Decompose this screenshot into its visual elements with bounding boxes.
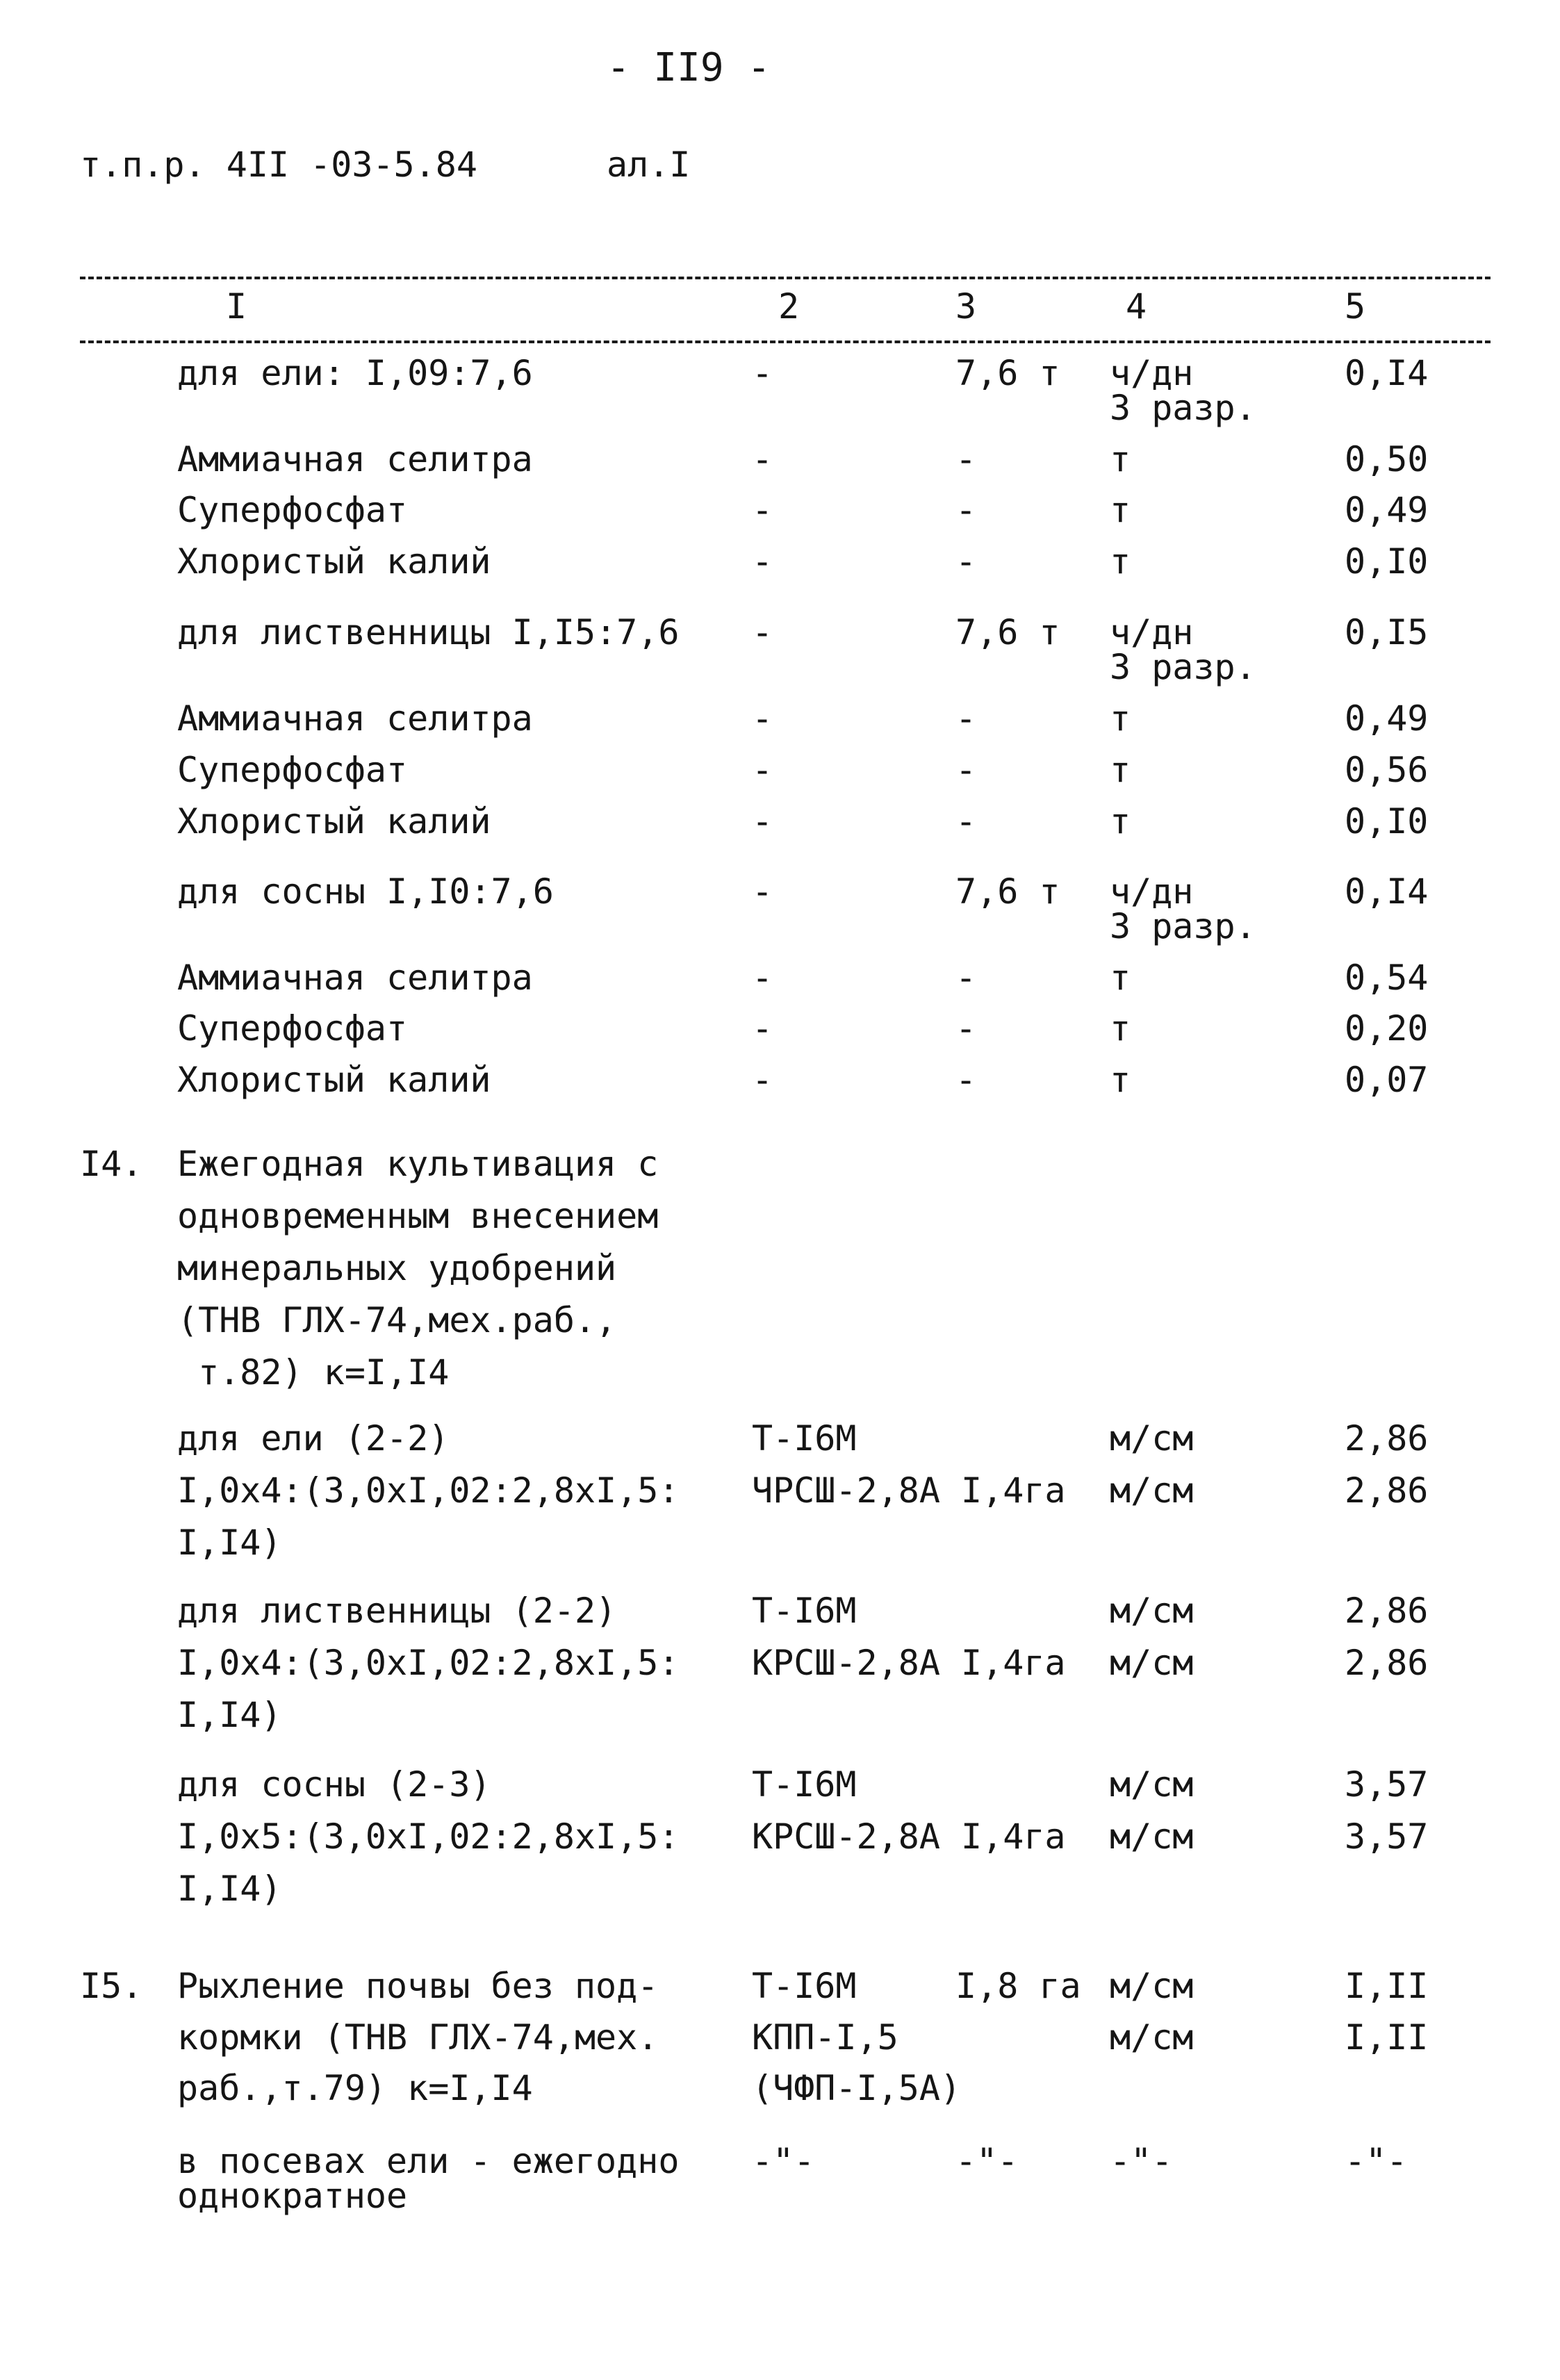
unit-cell: м/см: [1110, 1643, 1194, 1683]
unit-cell: м/см: [1110, 1816, 1194, 1857]
machine-cell: -: [752, 750, 773, 790]
machine-cell: -: [752, 439, 773, 479]
table-top-rule: [80, 277, 1491, 279]
unit-cell: м/см: [1110, 1764, 1194, 1805]
machine-cell: КРСШ-2,8А I,4га: [752, 1643, 1066, 1683]
value-cell: 0,I0: [1345, 541, 1429, 582]
machine-cell: -: [752, 958, 773, 998]
unit-cell: м/см: [1110, 1591, 1194, 1631]
operation-cell: для ели: I,09:7,6: [177, 353, 533, 393]
operation-cell: I,I4): [177, 1695, 282, 1735]
volume-cell: -"-: [955, 2141, 1019, 2181]
value-cell: 2,86: [1345, 1591, 1429, 1631]
value-cell: 0,49: [1345, 698, 1429, 739]
machine-cell: -: [752, 871, 773, 912]
operation-cell: (ТНВ ГЛХ-74,мех.раб.,: [177, 1300, 617, 1340]
volume-cell: -: [955, 1008, 977, 1049]
operation-cell: кормки (ТНВ ГЛХ-74,мех.: [177, 2017, 659, 2058]
operation-cell: однократное: [177, 2176, 408, 2216]
item-number: I5.: [80, 1966, 143, 2006]
operation-cell: Хлористый калий: [177, 801, 491, 842]
volume-cell: -: [955, 490, 977, 530]
operation-cell: т.82) к=I,I4: [177, 1352, 450, 1393]
column-header-5: 5: [1345, 286, 1366, 327]
page-number: - II9 -: [607, 45, 771, 90]
operation-cell: Рыхление почвы без под-: [177, 1966, 659, 2006]
unit-cell: т: [1110, 801, 1131, 842]
unit-cell: ч/дн: [1110, 353, 1194, 393]
operation-cell: Суперфосфат: [177, 750, 408, 790]
unit-cell: ч/дн: [1110, 871, 1194, 912]
machine-cell: -: [752, 612, 773, 653]
operation-cell: для лиственницы I,I5:7,6: [177, 612, 680, 653]
operation-cell: минеральных удобрений: [177, 1248, 617, 1288]
operation-cell: Аммиачная селитра: [177, 958, 533, 998]
operation-cell: для сосны (2-3): [177, 1764, 491, 1805]
value-cell: 2,86: [1345, 1470, 1429, 1511]
document-reference: т.п.р. 4II -03-5.84: [80, 145, 477, 185]
operation-cell: одновременным внесением: [177, 1196, 659, 1236]
machine-cell: Т-I6М: [752, 1591, 857, 1631]
machine-cell: КРСШ-2,8А I,4га: [752, 1816, 1066, 1857]
operation-cell: I,I4): [177, 1523, 282, 1563]
volume-cell: -: [955, 541, 977, 582]
operation-cell: I,0х4:(3,0хI,02:2,8хI,5:: [177, 1643, 680, 1683]
machine-cell: КПП-I,5: [752, 2017, 898, 2058]
operation-cell: Аммиачная селитра: [177, 698, 533, 739]
value-cell: 3,57: [1345, 1764, 1429, 1805]
value-cell: 0,07: [1345, 1060, 1429, 1100]
operation-cell: для ели (2-2): [177, 1418, 450, 1459]
item-number: I4.: [80, 1144, 143, 1184]
header-bottom-rule: [80, 340, 1491, 343]
value-cell: 0,I5: [1345, 612, 1429, 653]
value-cell: 0,I4: [1345, 871, 1429, 912]
volume-cell: -: [955, 750, 977, 790]
unit-cell: т: [1110, 958, 1131, 998]
volume-cell: -: [955, 439, 977, 479]
unit-cell: т: [1110, 439, 1131, 479]
operation-cell: Хлористый калий: [177, 541, 491, 582]
unit-cell: 3 разр.: [1110, 647, 1256, 687]
operation-cell: Суперфосфат: [177, 1008, 408, 1049]
value-cell: 0,50: [1345, 439, 1429, 479]
unit-cell: м/см: [1110, 1966, 1194, 2006]
value-cell: 0,54: [1345, 958, 1429, 998]
machine-cell: Т-I6М: [752, 1966, 857, 2006]
machine-cell: -: [752, 698, 773, 739]
operation-cell: Суперфосфат: [177, 490, 408, 530]
operation-cell: в посевах ели - ежегодно: [177, 2141, 680, 2181]
volume-cell: I,8 га: [955, 1966, 1081, 2006]
value-cell: I,II: [1345, 2017, 1429, 2058]
unit-cell: 3 разр.: [1110, 906, 1256, 946]
operation-cell: для лиственницы (2-2): [177, 1591, 617, 1631]
unit-cell: м/см: [1110, 2017, 1194, 2058]
sheet-label: ал.I: [607, 145, 691, 185]
operation-cell: Аммиачная селитра: [177, 439, 533, 479]
machine-cell: (ЧФП-I,5А): [752, 2068, 962, 2108]
value-cell: 0,56: [1345, 750, 1429, 790]
value-cell: I,II: [1345, 1966, 1429, 2006]
value-cell: 0,20: [1345, 1008, 1429, 1049]
operation-cell: для сосны I,I0:7,6: [177, 871, 554, 912]
machine-cell: -: [752, 801, 773, 842]
unit-cell: м/см: [1110, 1470, 1194, 1511]
machine-cell: -: [752, 353, 773, 393]
column-header-1: I: [226, 286, 247, 327]
unit-cell: м/см: [1110, 1418, 1194, 1459]
machine-cell: -: [752, 1008, 773, 1049]
volume-cell: -: [955, 1060, 977, 1100]
volume-cell: 7,6 т: [955, 871, 1060, 912]
unit-cell: т: [1110, 750, 1131, 790]
value-cell: 3,57: [1345, 1816, 1429, 1857]
unit-cell: т: [1110, 1060, 1131, 1100]
column-header-2: 2: [778, 286, 800, 327]
machine-cell: -"-: [752, 2141, 815, 2181]
operation-cell: раб.,т.79) к=I,I4: [177, 2068, 533, 2108]
value-cell: -"-: [1345, 2141, 1408, 2181]
column-header-3: 3: [955, 286, 977, 327]
unit-cell: т: [1110, 490, 1131, 530]
unit-cell: т: [1110, 698, 1131, 739]
volume-cell: -: [955, 698, 977, 739]
value-cell: 2,86: [1345, 1418, 1429, 1459]
value-cell: 2,86: [1345, 1643, 1429, 1683]
value-cell: 0,I4: [1345, 353, 1429, 393]
volume-cell: -: [955, 958, 977, 998]
value-cell: 0,I0: [1345, 801, 1429, 842]
unit-cell: ч/дн: [1110, 612, 1194, 653]
machine-cell: -: [752, 490, 773, 530]
operation-cell: Ежегодная культивация с: [177, 1144, 659, 1184]
operation-cell: I,0х4:(3,0хI,02:2,8хI,5:: [177, 1470, 680, 1511]
unit-cell: -"-: [1110, 2141, 1173, 2181]
volume-cell: 7,6 т: [955, 612, 1060, 653]
value-cell: 0,49: [1345, 490, 1429, 530]
operation-cell: Хлористый калий: [177, 1060, 491, 1100]
machine-cell: -: [752, 1060, 773, 1100]
unit-cell: т: [1110, 1008, 1131, 1049]
machine-cell: ЧРСШ-2,8А I,4га: [752, 1470, 1066, 1511]
operation-cell: I,I4): [177, 1869, 282, 1909]
machine-cell: -: [752, 541, 773, 582]
machine-cell: Т-I6М: [752, 1418, 857, 1459]
volume-cell: 7,6 т: [955, 353, 1060, 393]
volume-cell: -: [955, 801, 977, 842]
operation-cell: I,0х5:(3,0хI,02:2,8хI,5:: [177, 1816, 680, 1857]
column-header-4: 4: [1126, 286, 1147, 327]
machine-cell: Т-I6М: [752, 1764, 857, 1805]
unit-cell: 3 разр.: [1110, 388, 1256, 428]
unit-cell: т: [1110, 541, 1131, 582]
